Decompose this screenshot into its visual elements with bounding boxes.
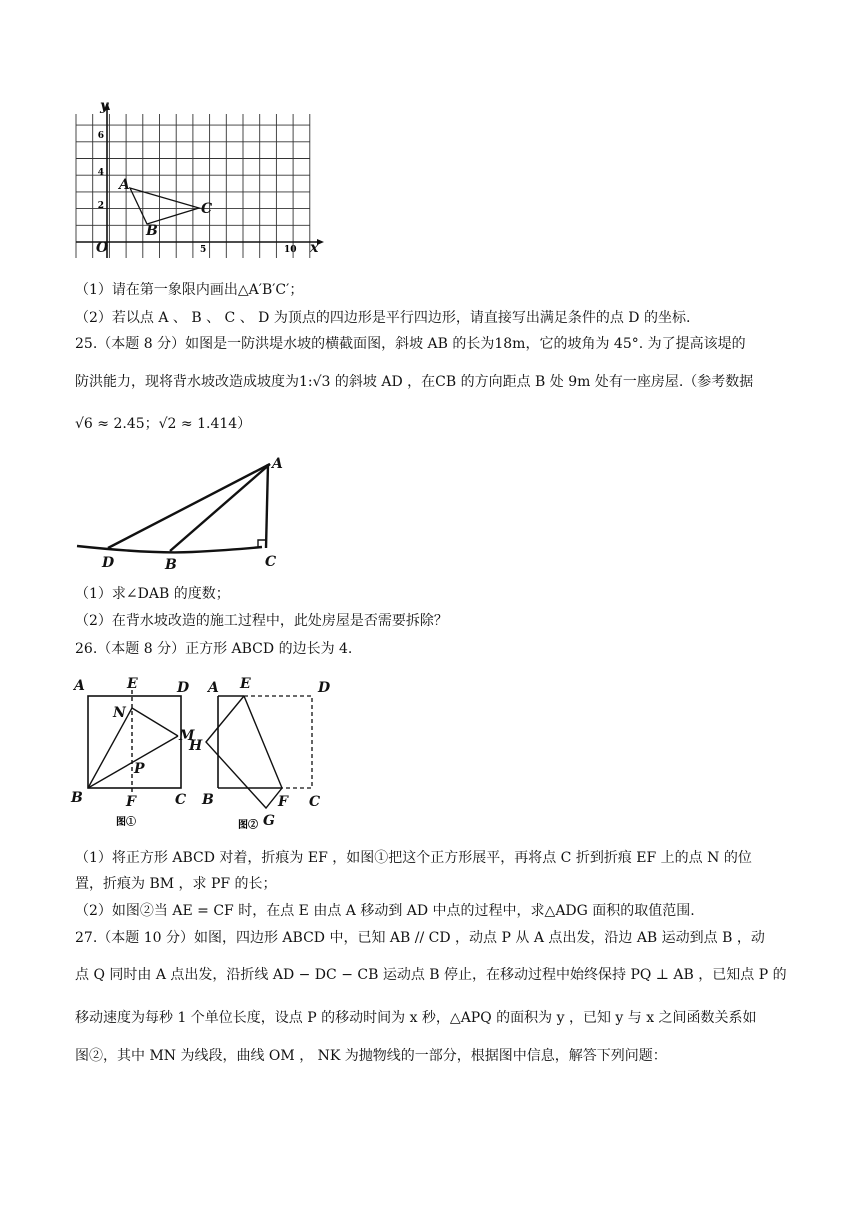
vertical-ac bbox=[266, 464, 268, 548]
point-a-label: A bbox=[119, 177, 130, 193]
fig1-label-m: M bbox=[179, 728, 195, 744]
q25-part1: （1）求∠DAB 的度数； bbox=[75, 586, 230, 602]
point-c-label: C bbox=[265, 554, 277, 570]
q24-part2: （2）若以点 A 、 B 、 C 、 D 为顶点的四边形是平行四边形，请直接写出满足条件的点 D 的坐标. bbox=[75, 310, 691, 326]
point-d-label: D bbox=[102, 555, 115, 571]
q27-line3: 移动速度为每秒 1 个单位长度，设点 P 的移动时间为 x 秒，△APQ 的面积为 y ，已知 y 与 x 之间函数关系如 bbox=[75, 1010, 757, 1026]
fig1-label-b: B bbox=[71, 790, 83, 806]
q27-line2: 点 Q 同时由 A 点出发，沿折线 AD − DC − CB 运动点 B 停止，在移动过程中始终保持 PQ ⊥ AB ，已知点 P 的 bbox=[75, 967, 787, 983]
x-tick-10: 10 bbox=[284, 245, 297, 255]
fig2-label-a: A bbox=[208, 680, 219, 696]
y-axis-label: y bbox=[100, 100, 109, 114]
coordinate-grid-figure bbox=[72, 100, 327, 262]
fig2-label-d: D bbox=[318, 680, 331, 696]
grid-lines bbox=[76, 114, 310, 258]
q26-line1: 26.（本题 8 分）正方形 ABCD 的边长为 4. bbox=[75, 641, 353, 657]
point-b-label: B bbox=[146, 223, 158, 239]
q27-line4: 图②，其中 MN 为线段，曲线 OM ， NK 为抛物线的一部分，根据图中信息，解答下列问题： bbox=[75, 1048, 667, 1064]
fig2-dashed-edge bbox=[244, 696, 312, 788]
triangle-abc bbox=[130, 188, 199, 224]
fig2-label-g: G bbox=[263, 813, 275, 829]
y-tick-6: 6 bbox=[97, 131, 104, 141]
fig2-label-b: B bbox=[202, 792, 214, 808]
fig2-label-h: H bbox=[189, 738, 203, 754]
fig2-caption: 图② bbox=[238, 820, 258, 831]
point-a-label: A bbox=[272, 456, 283, 472]
fig1-label-d: D bbox=[177, 680, 190, 696]
q26-part2: （2）如图②当 AE = CF 时，在点 E 由点 A 移动到 AD 中点的过程中，求△ADG 面积的取值范围. bbox=[75, 903, 695, 919]
q26-part1-a: （1）将正方形 ABCD 对着，折痕为 EF ，如图①把这个正方形展平，再将点 C 折到折痕 EF 上的点 N 的位 bbox=[75, 850, 752, 866]
point-b-label: B bbox=[165, 557, 177, 573]
q25-line3: √6 ≈ 2.45；√2 ≈ 1.414） bbox=[75, 416, 252, 432]
q27-line1: 27.（本题 10 分）如图，四边形 ABCD 中，已知 AB // CD ，动点 P 从 A 点出发，沿边 AB 运动到点 B ，动 bbox=[75, 930, 765, 946]
fig1-label-e: E bbox=[127, 676, 138, 692]
fig1-label-c: C bbox=[175, 792, 187, 808]
q25-line2: 防洪能力，现将背水坡改造成坡度为1:√3 的斜坡 AD ，在CB 的方向距点 B 处 9m 处有一座房屋.（参考数据 bbox=[75, 374, 754, 390]
fig1-label-f: F bbox=[126, 794, 136, 810]
origin-label: O bbox=[96, 240, 109, 256]
fig1-label-a: A bbox=[74, 678, 85, 694]
fig1-label-n: N bbox=[113, 705, 126, 721]
y-tick-4: 4 bbox=[97, 168, 104, 178]
slope-cross-section-figure bbox=[72, 452, 292, 574]
x-axis-label: x bbox=[310, 240, 319, 256]
q25-part2: （2）在背水坡改造的施工过程中，此处房屋是否需要拆除？ bbox=[75, 613, 448, 629]
y-tick-2: 2 bbox=[97, 201, 104, 211]
fig1-caption: 图① bbox=[116, 817, 136, 828]
ground-line bbox=[77, 546, 262, 552]
x-tick-5: 5 bbox=[200, 245, 207, 255]
fig1-label-p: P bbox=[134, 761, 145, 777]
fig2-label-c: C bbox=[309, 794, 321, 810]
q25-line1: 25.（本题 8 分）如图是一防洪堤水坡的横截面图，斜坡 AB 的长为18m，它的坡角为 45°. 为了提高该堤的 bbox=[75, 336, 746, 352]
fig2-label-f: F bbox=[278, 794, 288, 810]
fig1-line-nm bbox=[132, 708, 178, 736]
point-c-label: C bbox=[201, 201, 213, 217]
q26-part1-b: 置，折痕为 BM ，求 PF 的长； bbox=[75, 876, 277, 892]
q24-part1: （1）请在第一象限内画出△A′B′C′； bbox=[75, 282, 304, 298]
square-folding-figures bbox=[68, 670, 348, 835]
fig2-label-e: E bbox=[240, 676, 251, 692]
fig1-line-bm bbox=[88, 736, 178, 788]
